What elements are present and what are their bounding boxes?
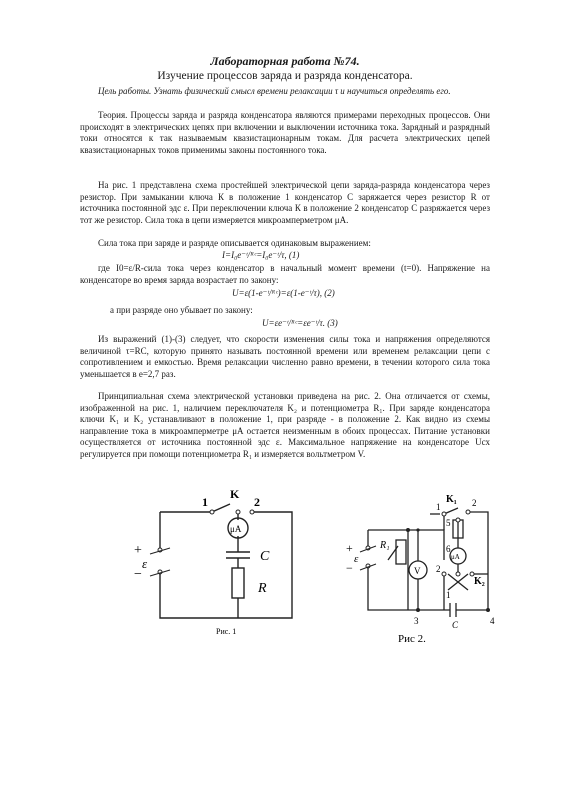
formula-1: I=I₀e⁻ᵗ/ᴿᶜ=I₀e⁻ᵗ/τ, (1) [222, 250, 300, 260]
fig1-capacitor-label: C [260, 549, 270, 564]
fig1-caption: Рис. 1 [216, 627, 237, 636]
goal-paragraph: Цель работы. Узнать физический смысл времени релаксации τ и научиться определять его. [98, 86, 451, 96]
fig2-node-4: 4 [490, 616, 495, 626]
fig2-node-3: 3 [414, 616, 419, 626]
fig2-node-1-bottom: 1 [446, 590, 451, 600]
fig2-caption: Рис 2. [398, 633, 426, 645]
figure-1-circuit [120, 490, 310, 640]
figure-2-circuit [340, 490, 510, 650]
page-subtitle: Изучение процессов заряда и разряда конденсатора. [157, 70, 413, 82]
fig2-k1-label: K₁ [446, 494, 457, 505]
fig2-plus-label: + [346, 541, 353, 555]
fig1-plus-label: + [134, 543, 142, 558]
fig2-r1-label: R₁ [380, 540, 390, 551]
current-paragraph: Сила тока при заряде и разряде описывается одинаковым выражением: [98, 238, 371, 248]
fig2-node-1-top: 1 [436, 502, 441, 512]
fig2-node-2-bottom: 2 [436, 564, 441, 574]
fig1-key-label: K [230, 490, 240, 501]
theory-paragraph: Теория. Процессы заряда и разряда конденсатора являются примерами переходных процессов. Они происходят в электрических цепях при включении и выключении источника тока. Зарядный и разрядный токи относятся к так называемым квазистационарным токам. Для расчета электрических цепей квазистационарных токов применимы законы постоянного тока. [80, 110, 490, 155]
fig1-position-1-label: 1 [202, 495, 208, 509]
fig1-description-paragraph: На рис. 1 представлена схема простейшей электрической цепи заряда-разряда конденсатора через резистор. При замыкании ключа К в положение 1 конденсатор С заряжается через резистор R от источника постоянной эдс ε. При переключении ключа К в положение 2 конденсатор С разряжается через тот же резистор. Сила тока в цепи измеряется микроамперметром μA. [80, 180, 490, 225]
fig2-node-5: 5 [446, 518, 451, 528]
formula-3: U=εe⁻ᵗ/ᴿᶜ=εe⁻ᵗ/τ. (3) [262, 318, 338, 328]
setup-paragraph: Принципиальная схема электрической установки приведена на рис. 2. Она отличается от схемы, изображенной на рис. 1, наличием переключателя K₂ и потенциометра R₁. При заряде конденсатора ключи K₁ и K₂ устанавливают в положение 1, при разряде - в положение 2. Как видно из схемы направление тока в микроамперметре μA остается неизменным в обоих процессах. Питание установки осуществляется от источника постоянной эдс ε. Максимальное напряжение на конденсаторе Uсх регулируется при помощи потенциометра R₁ и измеряется вольтметром V. [80, 391, 490, 459]
page-title: Лабораторная работа №74. [210, 54, 360, 68]
fig2-node-2-top: 2 [472, 498, 477, 508]
fig1-position-2-label: 2 [254, 495, 260, 509]
tau-paragraph: Из выражений (1)-(3) следует, что скорости изменения силы тока и напряжения определяются величиной τ=RC, которую принято называть постоянной времени или временем релаксации цепи с сопротивлением и емкостью. Время релаксации численно равно времени, в течении которого сила тока уменьшается в e=2,7 раз. [80, 334, 490, 379]
fig2-ammeter-label: μA [451, 553, 460, 561]
fig2-voltmeter-label: V [414, 566, 421, 576]
fig2-k2-label: K₂ [474, 576, 485, 587]
discharge-paragraph: а при разряде оно убывает по закону: [110, 305, 253, 315]
fig1-minus-label: − [134, 567, 142, 582]
fig1-ammeter-label: μA [230, 524, 242, 534]
fig2-capacitor-label: C [452, 620, 459, 630]
fig2-node-6: 6 [446, 544, 451, 554]
fig1-emf-label: ε [142, 556, 148, 571]
initial-current-paragraph: где I0=ε/R-сила тока через конденсатор в начальный момент времени (t=0). Напряжение на конденсаторе во время заряда возрастает по закону: [80, 263, 490, 285]
fig2-minus-label: − [346, 561, 353, 575]
fig2-emf-label: ε [354, 553, 359, 565]
fig1-resistor-label: R [258, 581, 267, 596]
formula-2: U=ε(1-e⁻ᵗ/ᴿᶜ)=ε(1-e⁻ᵗ/τ), (2) [232, 288, 335, 298]
